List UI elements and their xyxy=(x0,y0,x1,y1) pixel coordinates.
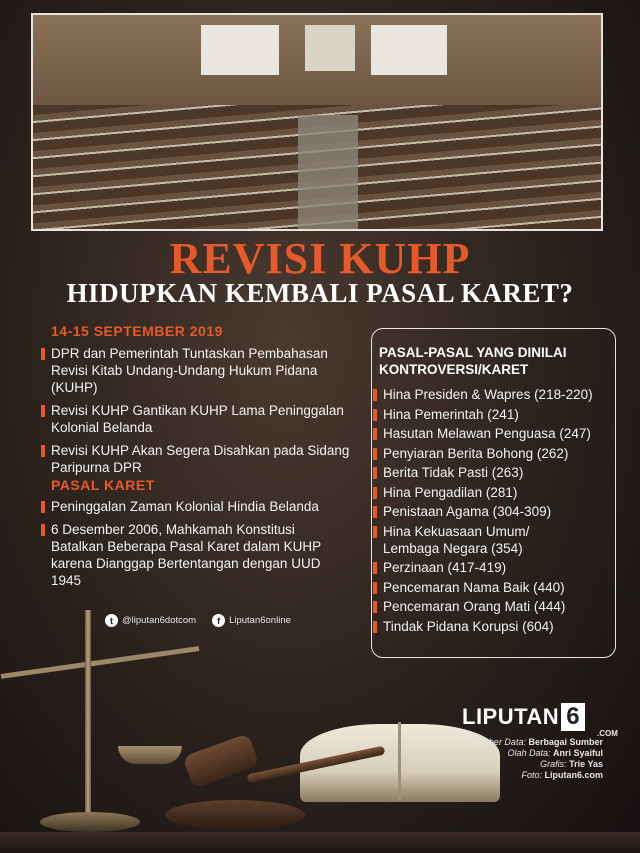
photo-screen-right xyxy=(371,25,447,75)
facebook-icon[interactable]: f xyxy=(212,614,225,627)
list-item: Tindak Pidana Korupsi (604) xyxy=(372,618,612,635)
list-item: Penyiaran Berita Bohong (262) xyxy=(372,445,612,462)
credit-value: Anri Syaiful xyxy=(552,748,603,758)
credit-line-data xyxy=(470,748,603,759)
list-item: Hina Presiden & Wapres (218-220) xyxy=(372,386,612,403)
list-item: 6 Desember 2006, Mahkamah Konstitusi Batalkan Beberapa Pasal Karet dalam KUHP karena Dianggap Bertentangan dengan UUD 1945 xyxy=(40,521,321,589)
logo-number: 6 xyxy=(561,703,585,731)
list-item: Pencemaran Orang Mati (444) xyxy=(372,598,612,615)
facebook-handle[interactable]: Liputan6online xyxy=(229,615,291,626)
list-item: Hina Kekuasaan Umum/ Lembaga Negara (354) xyxy=(372,523,573,557)
list-item: Pencemaran Nama Baik (440) xyxy=(372,579,612,596)
credit-line-source xyxy=(470,737,603,748)
table-edge xyxy=(0,832,640,853)
credit-label: Olah Data: xyxy=(507,748,551,758)
pasal-karet-list xyxy=(40,498,360,595)
twitter-handle[interactable]: @liputan6dotcom xyxy=(122,615,197,626)
credit-label: Sumber Data: xyxy=(470,737,526,747)
book-spine xyxy=(398,722,401,800)
list-item: Peninggalan Zaman Kolonial Hindia Belanda xyxy=(40,498,360,515)
credit-label: Grafis: xyxy=(540,759,567,769)
photo-aisle xyxy=(298,115,358,231)
list-item: DPR dan Pemerintah Tuntaskan Pembahasan Revisi Kitab Undang-Undang Hukum Pidana (KUHP) xyxy=(40,345,360,396)
controversy-list xyxy=(372,386,612,637)
list-item: Hina Pemerintah (241) xyxy=(372,406,612,423)
credit-line-graphic xyxy=(470,759,603,770)
main-title: REVISI KUHP xyxy=(169,234,471,283)
list-item: Perzinaan (417-419) xyxy=(372,559,612,576)
scale-pan xyxy=(118,746,182,764)
credits xyxy=(470,737,603,781)
social-handles xyxy=(105,614,291,627)
timeline-heading: 14-15 SEPTEMBER 2019 xyxy=(51,323,223,339)
timeline-list xyxy=(40,345,360,482)
credit-value: Liputan6.com xyxy=(544,770,603,780)
list-item: Penistaan Agama (304-309) xyxy=(372,503,612,520)
scale-beam xyxy=(1,646,200,679)
scale-pole xyxy=(85,610,91,820)
pasal-karet-heading: PASAL KARET xyxy=(51,477,155,493)
logo-domain: .COM xyxy=(597,729,618,738)
garuda-emblem xyxy=(305,25,355,71)
list-item: Berita Tidak Pasti (263) xyxy=(372,464,612,481)
liputan6-logo xyxy=(462,703,585,731)
list-item: Revisi KUHP Akan Segera Disahkan pada Sidang Paripurna DPR xyxy=(40,442,360,476)
list-item: Revisi KUHP Gantikan KUHP Lama Peninggalan Kolonial Belanda xyxy=(40,402,360,436)
list-item: Hina Pengadilan (281) xyxy=(372,484,612,501)
main-subtitle: HIDUPKAN KEMBALI PASAL KARET? xyxy=(66,278,574,308)
twitter-icon[interactable]: t xyxy=(105,614,118,627)
credit-line-photo xyxy=(470,770,603,781)
controversy-heading: PASAL-PASAL YANG DINILAI KONTROVERSI/KARET xyxy=(379,345,567,377)
photo-screen-left xyxy=(201,25,279,75)
credit-label: Foto: xyxy=(521,770,542,780)
gavel-block xyxy=(165,800,305,830)
list-item: Hasutan Melawan Penguasa (247) xyxy=(372,425,612,442)
scale-base xyxy=(40,812,140,832)
logo-text: LIPUTAN xyxy=(462,704,560,729)
credit-value: Trie Yas xyxy=(569,759,603,769)
parliament-photo xyxy=(31,13,603,231)
credit-value: Berbagai Sumber xyxy=(528,737,603,747)
